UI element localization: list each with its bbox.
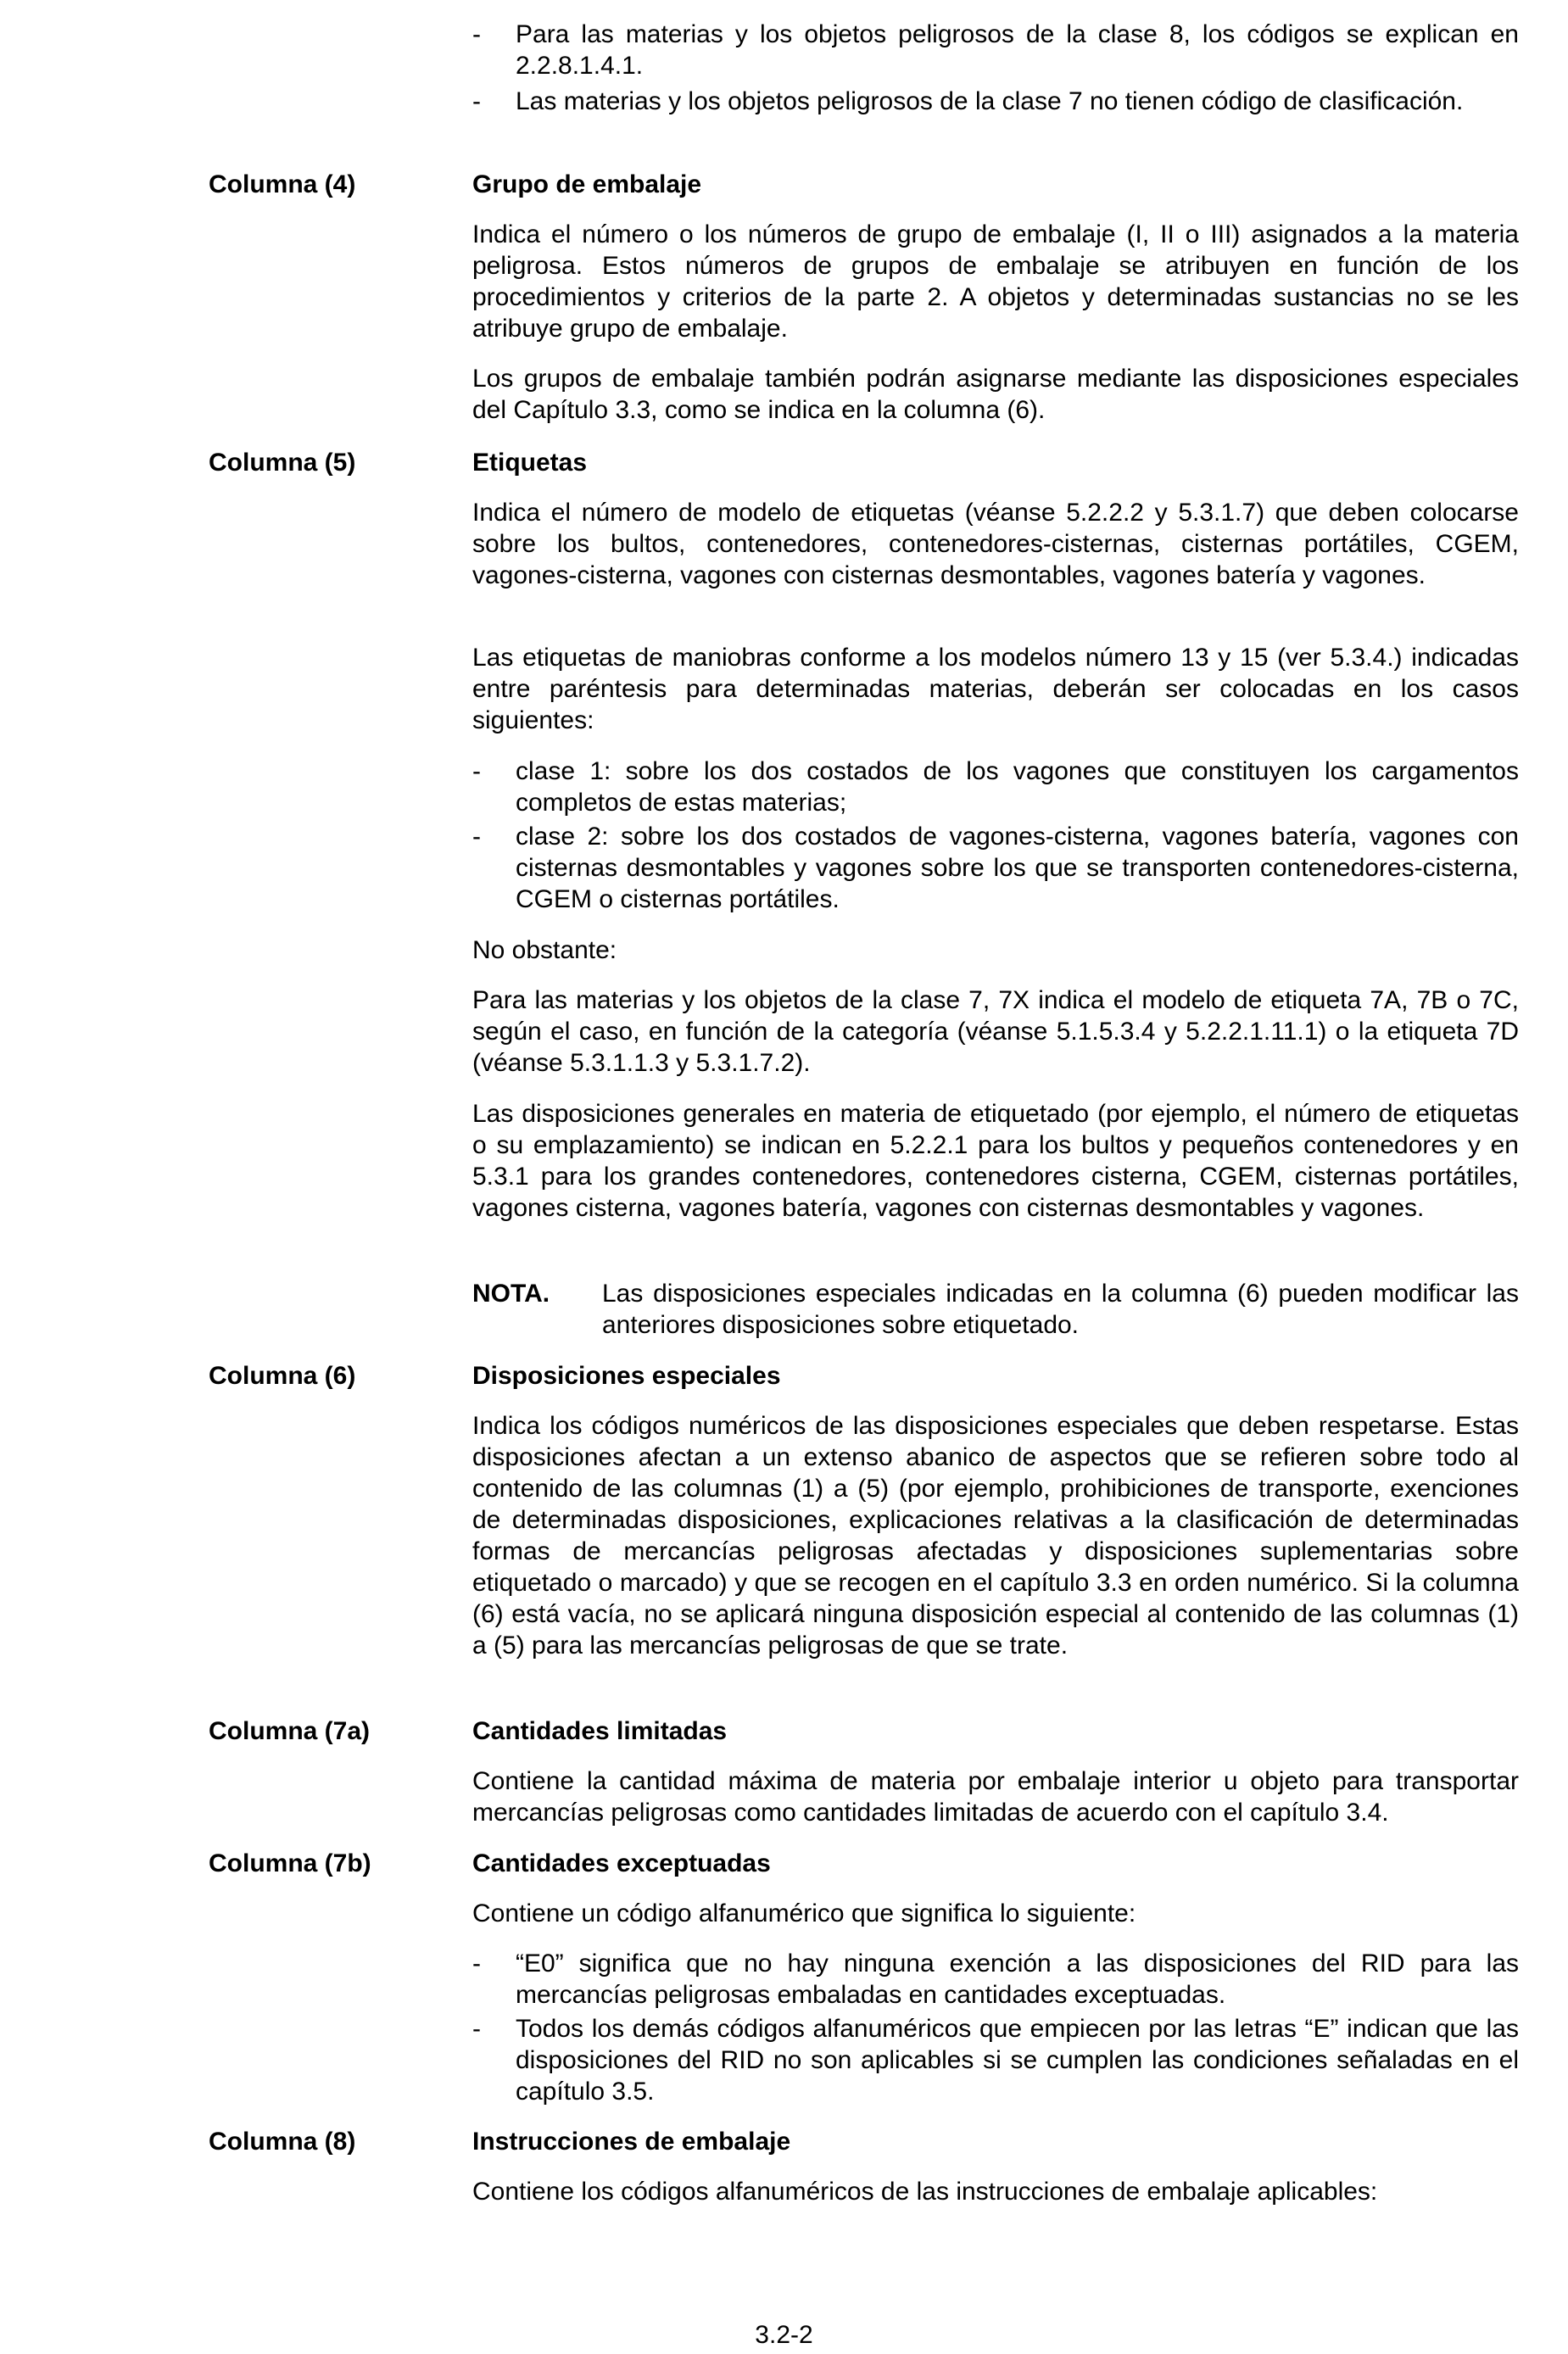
column-5-label: Columna (5) bbox=[209, 449, 356, 477]
column-7b-title: Cantidades exceptuadas bbox=[472, 1849, 771, 1877]
column-8-paragraph-1: Contiene los códigos alfanuméricos de las instrucciones de embalaje aplicables: bbox=[472, 2178, 1378, 2206]
bullet-dash: - bbox=[472, 823, 481, 851]
column-8-label: Columna (8) bbox=[209, 2128, 356, 2156]
column-5-paragraph-1: Indica el número de modelo de etiquetas (véanse 5.2.2.2 y 5.3.1.7) que deben colocarse sobre los bultos, contenedores, contenedores-cisternas, cisternas portátiles, CGEM, vagones-cisterna, vagones con cisternas desmontables, vagones batería y vagones. bbox=[472, 499, 1519, 589]
column-4-label: Columna (4) bbox=[209, 170, 356, 198]
bullet-text: Todos los demás códigos alfanuméricos que empiecen por las letras “E” indican que las disposiciones del RID no son aplicables si se cumplen las condiciones señaladas en el capítulo 3.5. bbox=[516, 2015, 1519, 2106]
list-item bbox=[472, 821, 1519, 915]
bullet-dash: - bbox=[472, 87, 481, 115]
column-6-paragraph-1: Indica los códigos numéricos de las disposiciones especiales que deben respetarse. Estas disposiciones afectan a un extenso abanico de aspectos que se refieren sobre todo al contenido de las columnas (1) a (5) (por ejemplo, prohibiciones de transporte, exenciones de determinadas disposiciones, explicaciones relativas a la clasificación de determinadas formas de mercancías peligrosas afectadas y disposiciones suplementarias sobre etiquetado o marcado) y que se recogen en el capítulo 3.3 en orden numérico. Si la columna (6) está vacía, no se aplicará ninguna disposición especial al contenido de las columnas (1) a (5) para las mercancías peligrosas de que se trate. bbox=[472, 1412, 1519, 1660]
bullet-dash: - bbox=[472, 1950, 481, 1977]
list-item bbox=[472, 1948, 1519, 2011]
bullet-dash: - bbox=[472, 20, 481, 48]
column-7b-label: Columna (7b) bbox=[209, 1849, 371, 1877]
column-7a-paragraph-1: Contiene la cantidad máxima de materia por embalaje interior u objeto para transportar mercancías peligrosas como cantidades limitadas de acuerdo con el capítulo 3.4. bbox=[472, 1767, 1519, 1827]
bullet-text: clase 2: sobre los dos costados de vagones-cisterna, vagones batería, vagones con cisternas desmontables y vagones sobre los que se transporten contenedores-cisterna, CGEM o cisternas portátiles. bbox=[516, 823, 1519, 913]
column-7b-paragraph-1: Contiene un código alfanumérico que significa lo siguiente: bbox=[472, 1899, 1136, 1927]
column-8-title: Instrucciones de embalaje bbox=[472, 2128, 791, 2156]
column-5-paragraph-3: No obstante: bbox=[472, 936, 617, 964]
list-item bbox=[472, 19, 1519, 81]
list-item bbox=[472, 86, 1519, 117]
column-5-paragraph-5: Las disposiciones generales en materia de etiquetado (por ejemplo, el número de etiquetas o su emplazamiento) se indican en 5.2.2.1 para los bultos y pequeños contenedores y en 5.3.1 para los grandes contenedores, contenedores cisterna, CGEM, cisternas portátiles, vagones cisterna, vagones batería, vagones con cisternas desmontables y vagones. bbox=[472, 1100, 1519, 1222]
bullet-dash: - bbox=[472, 757, 481, 785]
note-label: NOTA. bbox=[472, 1280, 550, 1308]
note-text: Las disposiciones especiales indicadas en la columna (6) pueden modificar las anteriores disposiciones sobre etiquetado. bbox=[602, 1280, 1519, 1339]
column-6-title: Disposiciones especiales bbox=[472, 1362, 781, 1390]
column-4-paragraph-2: Los grupos de embalaje también podrán asignarse mediante las disposiciones especiales del Capítulo 3.3, como se indica en la columna (6). bbox=[472, 365, 1519, 424]
list-item bbox=[472, 2013, 1519, 2107]
column-5-paragraph-4: Para las materias y los objetos de la clase 7, 7X indica el modelo de etiqueta 7A, 7B o 7C, según el caso, en función de la categoría (véanse 5.1.5.3.4 y 5.2.2.1.11.1) o la etiqueta 7D (véanse 5.3.1.1.3 y 5.3.1.7.2). bbox=[472, 986, 1519, 1077]
list-item bbox=[472, 756, 1519, 818]
column-5-paragraph-2: Las etiquetas de maniobras conforme a los modelos número 13 y 15 (ver 5.3.4.) indicadas entre paréntesis para determinadas materias, deberán ser colocadas en los casos siguientes: bbox=[472, 644, 1519, 734]
bullet-text: Para las materias y los objetos peligrosos de la clase 8, los códigos se explican en 2.2.8.1.4.1. bbox=[516, 20, 1519, 80]
column-7a-title: Cantidades limitadas bbox=[472, 1717, 728, 1745]
column-4-paragraph-1: Indica el número o los números de grupo de embalaje (I, II o III) asignados a la materia peligrosa. Estos números de grupos de embalaje se atribuyen en función de los procedimientos y criterios de la parte 2. A objetos y determinadas sustancias no se les atribuye grupo de embalaje. bbox=[472, 220, 1519, 343]
bullet-text: Las materias y los objetos peligrosos de la clase 7 no tienen código de clasificación. bbox=[516, 87, 1464, 115]
bullet-text: “E0” significa que no hay ninguna exención a las disposiciones del RID para las mercancías peligrosas embaladas en cantidades exceptuadas. bbox=[516, 1950, 1519, 2009]
column-7a-label: Columna (7a) bbox=[209, 1717, 371, 1745]
bullet-dash: - bbox=[472, 2015, 481, 2043]
column-5-title: Etiquetas bbox=[472, 449, 588, 477]
page-number: 3.2-2 bbox=[755, 2321, 813, 2349]
column-4-title: Grupo de embalaje bbox=[472, 170, 702, 198]
column-6-label: Columna (6) bbox=[209, 1362, 356, 1390]
bullet-text: clase 1: sobre los dos costados de los vagones que constituyen los cargamentos completos de estas materias; bbox=[516, 757, 1519, 817]
